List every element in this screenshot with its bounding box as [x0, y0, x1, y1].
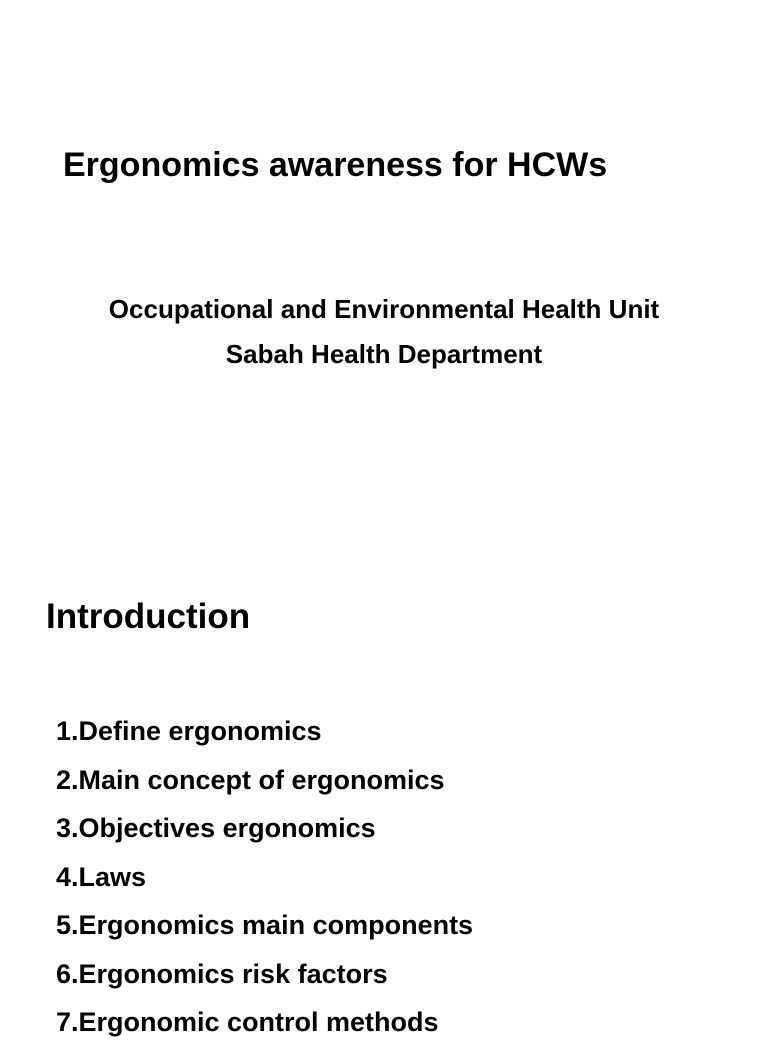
- list-item: 7.Ergonomic control methods: [56, 1007, 439, 1037]
- list-item: 1.Define ergonomics: [56, 716, 322, 746]
- list-item: 2.Main concept of ergonomics: [56, 764, 445, 795]
- slide-title: Ergonomics awareness for HCWs: [63, 146, 608, 184]
- list-item: 3.Objectives ergonomics: [56, 813, 376, 843]
- list-item: 5.Ergonomics main components: [56, 910, 474, 940]
- topic-list: [56, 712, 473, 1052]
- list-item: 4.Laws: [56, 861, 147, 892]
- section-heading: Introduction: [46, 597, 251, 636]
- list-item: 6.Ergonomics risk factors: [56, 958, 388, 989]
- organization-department: Sabah Health Department: [225, 339, 543, 369]
- organization-unit: Occupational and Environmental Health Unit: [108, 294, 660, 324]
